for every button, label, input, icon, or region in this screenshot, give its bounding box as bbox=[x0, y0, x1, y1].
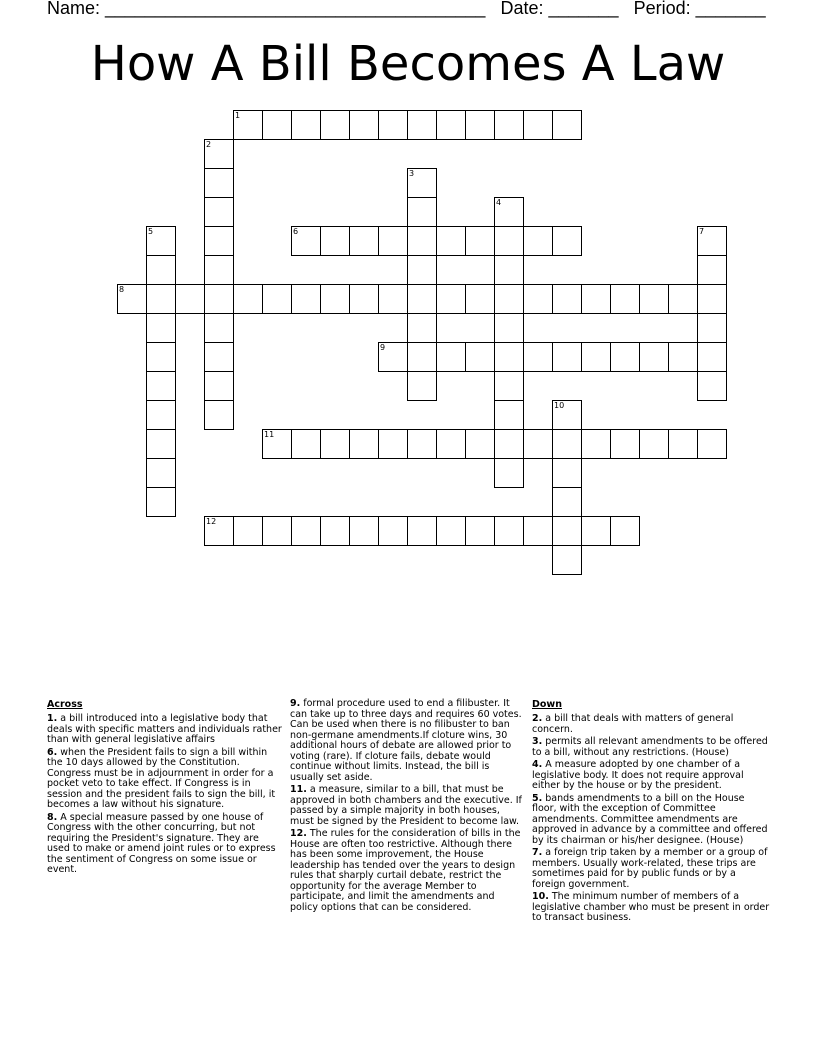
clue-down-3: 3. permits all relevant amendments to be offered to a bill, without any restrictions. (House) bbox=[532, 736, 768, 758]
grid-cell[interactable] bbox=[465, 342, 495, 372]
grid-cell[interactable] bbox=[204, 168, 234, 198]
grid-cell[interactable] bbox=[697, 284, 727, 314]
cell-number: 11 bbox=[264, 430, 275, 439]
grid-cell[interactable] bbox=[262, 516, 292, 546]
grid-cell[interactable] bbox=[320, 516, 350, 546]
grid-cell[interactable] bbox=[407, 197, 437, 227]
grid-cell[interactable] bbox=[436, 429, 466, 459]
grid-cell[interactable] bbox=[523, 110, 553, 140]
grid-cell[interactable] bbox=[494, 255, 524, 285]
grid-cell[interactable] bbox=[291, 516, 321, 546]
grid-cell[interactable] bbox=[494, 371, 524, 401]
grid-cell[interactable] bbox=[552, 342, 582, 372]
grid-cell[interactable] bbox=[494, 516, 524, 546]
grid-cell[interactable] bbox=[436, 342, 466, 372]
grid-cell[interactable] bbox=[204, 284, 234, 314]
grid-cell[interactable] bbox=[204, 371, 234, 401]
clue-down-2: 2. a bill that deals with matters of general concern. bbox=[532, 713, 734, 735]
cell-number: 9 bbox=[380, 343, 386, 352]
grid-cell[interactable] bbox=[436, 516, 466, 546]
cell-number: 7 bbox=[699, 227, 705, 236]
grid-cell[interactable] bbox=[407, 284, 437, 314]
clue-down-10: 10. The minimum number of members of a legislative chamber who must be present in order to transact business. bbox=[532, 891, 770, 923]
grid-cell[interactable] bbox=[175, 284, 205, 314]
grid-cell[interactable] bbox=[697, 313, 727, 343]
grid-cell[interactable] bbox=[378, 342, 408, 372]
grid-cell[interactable] bbox=[146, 458, 176, 488]
grid-cell[interactable] bbox=[465, 284, 495, 314]
grid-cell[interactable] bbox=[146, 226, 176, 256]
grid-cell[interactable] bbox=[407, 429, 437, 459]
grid-cell[interactable] bbox=[262, 284, 292, 314]
grid-cell[interactable] bbox=[697, 255, 727, 285]
grid-cell[interactable] bbox=[581, 429, 611, 459]
grid-cell[interactable] bbox=[291, 226, 321, 256]
grid-cell[interactable] bbox=[465, 516, 495, 546]
grid-cell[interactable] bbox=[697, 342, 727, 372]
grid-cell[interactable] bbox=[552, 400, 582, 430]
grid-cell[interactable] bbox=[407, 226, 437, 256]
clue-across-11: 11. a measure, similar to a bill, that must be approved in both chambers and the executive. If passed by a simple majority in both houses, must be signed by the President to become law. bbox=[290, 784, 522, 827]
grid-cell[interactable] bbox=[552, 110, 582, 140]
grid-cell[interactable] bbox=[146, 313, 176, 343]
clue-across-12: 12. The rules for the consideration of bills in the House are often too restrictive. Although there has been some improvement, the House leadership has tended over the years to design rules that sharply curtail debate, restrict the opportunity for the average Member to participate, and limit the amendments and policy options that can be considered. bbox=[290, 828, 521, 913]
grid-cell[interactable] bbox=[204, 139, 234, 169]
cell-number: 3 bbox=[409, 169, 415, 178]
grid-cell[interactable] bbox=[349, 110, 379, 140]
period-field: Period: _______ bbox=[633, 0, 766, 18]
grid-cell[interactable] bbox=[494, 197, 524, 227]
grid-cell[interactable] bbox=[349, 516, 379, 546]
clue-across-9: 9. formal procedure used to end a filibuster. It can take up to three days and requires 60 votes. Can be used when there is no filibuster to ban non-germane amendments.If cloture wins, 30 additional hours of debate are allowed prior to voting (rare). If cloture fails, debate would continue without limits. Instead, the bill is usually set aside. bbox=[290, 698, 522, 783]
name-field: Name: ______________________________________ bbox=[47, 0, 486, 18]
grid-cell[interactable] bbox=[407, 255, 437, 285]
grid-cell[interactable] bbox=[552, 226, 582, 256]
grid-cell[interactable] bbox=[494, 226, 524, 256]
grid-cell[interactable] bbox=[494, 342, 524, 372]
across-heading: Across bbox=[47, 699, 83, 710]
grid-cell[interactable] bbox=[523, 429, 553, 459]
grid-cell[interactable] bbox=[494, 313, 524, 343]
grid-cell[interactable] bbox=[552, 429, 582, 459]
grid-cell[interactable] bbox=[262, 110, 292, 140]
cell-number: 4 bbox=[496, 198, 502, 207]
grid-cell[interactable] bbox=[610, 284, 640, 314]
grid-cell[interactable] bbox=[639, 342, 669, 372]
grid-cell[interactable] bbox=[117, 284, 147, 314]
grid-cell[interactable] bbox=[494, 429, 524, 459]
grid-cell[interactable] bbox=[697, 371, 727, 401]
grid-cell[interactable] bbox=[581, 284, 611, 314]
grid-cell[interactable] bbox=[552, 284, 582, 314]
grid-cell[interactable] bbox=[204, 197, 234, 227]
grid-cell[interactable] bbox=[668, 342, 698, 372]
grid-cell[interactable] bbox=[552, 516, 582, 546]
grid-cell[interactable] bbox=[233, 516, 263, 546]
grid-cell[interactable] bbox=[523, 516, 553, 546]
clue-down-4: 4. A measure adopted by one chamber of a legislative body. It does not require approval either by the house or by the president. bbox=[532, 759, 744, 791]
across-clues-column-1 bbox=[47, 699, 284, 878]
grid-cell[interactable] bbox=[349, 429, 379, 459]
grid-cell[interactable] bbox=[378, 429, 408, 459]
grid-cell[interactable] bbox=[465, 226, 495, 256]
cell-number: 2 bbox=[206, 140, 212, 149]
grid-cell[interactable] bbox=[407, 168, 437, 198]
grid-cell[interactable] bbox=[436, 226, 466, 256]
grid-cell[interactable] bbox=[436, 284, 466, 314]
grid-cell[interactable] bbox=[291, 110, 321, 140]
grid-cell[interactable] bbox=[204, 400, 234, 430]
grid-cell[interactable] bbox=[465, 110, 495, 140]
grid-cell[interactable] bbox=[146, 342, 176, 372]
grid-cell[interactable] bbox=[494, 110, 524, 140]
grid-cell[interactable] bbox=[233, 284, 263, 314]
grid-cell[interactable] bbox=[146, 400, 176, 430]
grid-cell[interactable] bbox=[204, 342, 234, 372]
grid-cell[interactable] bbox=[320, 429, 350, 459]
down-heading: Down bbox=[532, 699, 562, 710]
grid-cell[interactable] bbox=[581, 516, 611, 546]
grid-cell[interactable] bbox=[378, 226, 408, 256]
grid-cell[interactable] bbox=[494, 458, 524, 488]
grid-cell[interactable] bbox=[668, 429, 698, 459]
grid-cell[interactable] bbox=[668, 284, 698, 314]
grid-cell[interactable] bbox=[523, 226, 553, 256]
grid-cell[interactable] bbox=[146, 487, 176, 517]
grid-cell[interactable] bbox=[233, 110, 263, 140]
grid-cell[interactable] bbox=[146, 284, 176, 314]
grid-cell[interactable] bbox=[523, 342, 553, 372]
clue-across-8: 8. A special measure passed by one house of Congress with the other concurring, but not requiring the President's signature. They are used to make or amend joint rules or to express the sentiment of Congress on some issue or event. bbox=[47, 811, 276, 875]
cell-number: 1 bbox=[235, 111, 241, 120]
grid-cell[interactable] bbox=[436, 110, 466, 140]
grid-cell[interactable] bbox=[639, 429, 669, 459]
grid-cell[interactable] bbox=[291, 429, 321, 459]
grid-cell[interactable] bbox=[639, 284, 669, 314]
grid-cell[interactable] bbox=[407, 371, 437, 401]
grid-cell[interactable] bbox=[349, 226, 379, 256]
clue-across-1: 1. a bill introduced into a legislative body that deals with specific matters and individuals rather than with general legislative affairs bbox=[47, 713, 282, 745]
clue-across-6: 6. when the President fails to sign a bill within the 10 days allowed by the Constitution. Congress must be in adjournment in order for a pocket veto to take effect. If Congress is in session and the president fails to sign the bill, it becomes a law without his signature. bbox=[47, 746, 276, 810]
grid-cell[interactable] bbox=[320, 284, 350, 314]
grid-cell[interactable] bbox=[320, 226, 350, 256]
cell-number: 5 bbox=[148, 227, 154, 236]
across-clues-column-2 bbox=[290, 699, 525, 915]
grid-cell[interactable] bbox=[407, 342, 437, 372]
clue-down-7: 7. a foreign trip taken by a member or a group of members. Usually work-related, these trips are sometimes paid for by public funds or by a foreign government. bbox=[532, 847, 768, 890]
grid-cell[interactable] bbox=[494, 284, 524, 314]
grid-cell[interactable] bbox=[378, 284, 408, 314]
grid-cell[interactable] bbox=[146, 429, 176, 459]
grid-cell[interactable] bbox=[204, 516, 234, 546]
grid-cell[interactable] bbox=[552, 458, 582, 488]
grid-cell[interactable] bbox=[610, 516, 640, 546]
grid-cell[interactable] bbox=[610, 342, 640, 372]
cell-number: 8 bbox=[119, 285, 125, 294]
grid-cell[interactable] bbox=[146, 371, 176, 401]
grid-cell[interactable] bbox=[407, 110, 437, 140]
grid-cell[interactable] bbox=[378, 516, 408, 546]
grid-cell[interactable] bbox=[407, 313, 437, 343]
grid-cell[interactable] bbox=[262, 429, 292, 459]
down-clues-column bbox=[532, 699, 770, 926]
grid-cell[interactable] bbox=[407, 516, 437, 546]
grid-cell[interactable] bbox=[552, 487, 582, 517]
grid-cell[interactable] bbox=[204, 226, 234, 256]
page-title: How A Bill Becomes A Law bbox=[90, 36, 726, 92]
grid-cell[interactable] bbox=[204, 255, 234, 285]
grid-cell[interactable] bbox=[552, 545, 582, 575]
grid-cell[interactable] bbox=[697, 226, 727, 256]
grid-cell[interactable] bbox=[291, 284, 321, 314]
grid-cell[interactable] bbox=[581, 342, 611, 372]
grid-cell[interactable] bbox=[349, 284, 379, 314]
grid-cell[interactable] bbox=[320, 110, 350, 140]
cell-number: 12 bbox=[206, 517, 217, 526]
grid-cell[interactable] bbox=[465, 429, 495, 459]
date-field: Date: _______ bbox=[500, 0, 619, 18]
grid-cell[interactable] bbox=[146, 255, 176, 285]
cell-number: 10 bbox=[554, 401, 565, 410]
grid-cell[interactable] bbox=[494, 400, 524, 430]
grid-cell[interactable] bbox=[697, 429, 727, 459]
grid-cell[interactable] bbox=[523, 284, 553, 314]
grid-cell[interactable] bbox=[610, 429, 640, 459]
grid-cell[interactable] bbox=[204, 313, 234, 343]
grid-cell[interactable] bbox=[378, 110, 408, 140]
clue-down-5: 5. bands amendments to a bill on the House floor, with the exception of Committee amendments. Committee amendments are approved in advance by a committee and offered by its chairman or his/her designee. (House) bbox=[532, 792, 768, 846]
cell-number: 6 bbox=[293, 227, 299, 236]
